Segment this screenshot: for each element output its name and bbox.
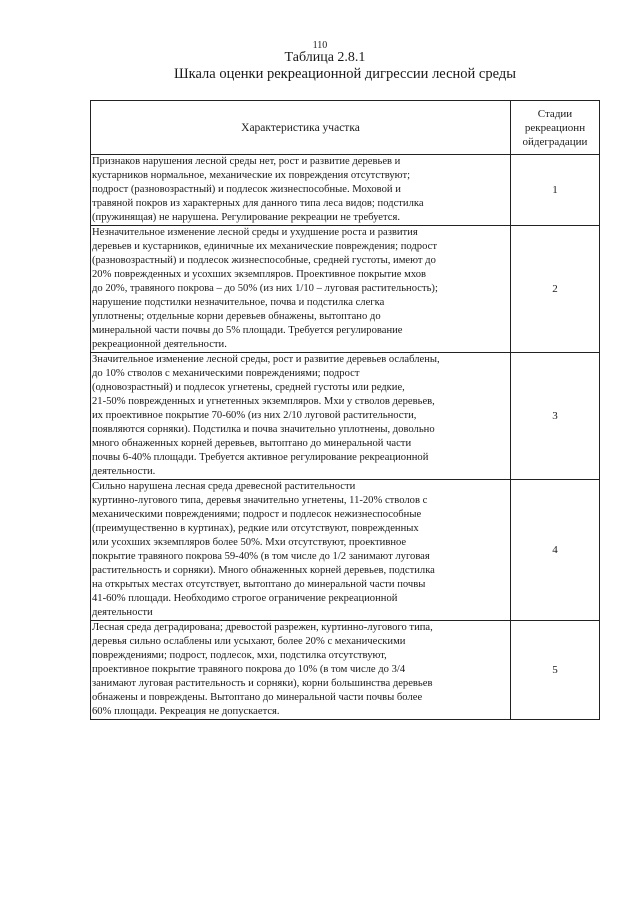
characteristic-line: уплотнены; отдельные корни деревьев обнажены, вытоптано до (92, 311, 381, 322)
characteristic-line: до 10% стволов с механическими повреждениями; подрост (92, 368, 360, 379)
header-stage-line: рекреационн (524, 121, 586, 134)
characteristic-line: обнажены и повреждены. Вытоптано до минеральной части почвы более (92, 692, 423, 703)
characteristic-line: Значительное изменение лесной среды, рост и развитие деревьев ослаблены, (92, 354, 440, 365)
row-characteristic (91, 480, 511, 621)
row-stage-number: 3 (511, 353, 600, 480)
characteristic-line: занимают луговая растительность и сорняки), корни большинства деревьев (92, 678, 433, 689)
characteristic-line: повреждениями; подрост, подлесок, мхи, подстилка отсутствуют, (92, 650, 387, 661)
characteristic-line: покрытие травяного покрова 59-40% (в том числе до 1/2 занимают луговая (92, 551, 430, 562)
table-row (91, 155, 600, 226)
characteristic-line: их проективное покрытие 70-60% (из них 2/10 луговой растительности, (92, 410, 417, 421)
row-stage-number: 5 (511, 621, 600, 720)
characteristic-line: до 20%, травяного покрова – до 50% (из них 1/10 – луговая растительность); (92, 283, 438, 294)
table-label: Таблица 2.8.1 (284, 50, 366, 65)
characteristic-line: на открытых местах отсутствует, вытоптано до минеральной части почвы (92, 579, 426, 590)
characteristic-line: 60% площади. Рекреация не допускается. (92, 706, 280, 717)
characteristic-line: кустарников нормальное, механические их повреждения отсутствуют; (92, 170, 411, 181)
header-stage (511, 101, 600, 155)
characteristic-line: проективное покрытие травяного покрова до 10% (в том числе до 3/4 (92, 664, 406, 675)
characteristic-line: деятельности (92, 607, 153, 618)
characteristic-line: (пружинящая) не нарушена. Регулирование рекреации не требуется. (92, 212, 400, 223)
characteristic-line: много обнаженных корней деревьев, вытоптано до минеральной части (92, 438, 412, 449)
characteristic-line: (одновозрастный) и подлесок угнетены, средней густоты или редкие, (92, 382, 405, 393)
characteristic-line: минеральной части почвы до 5% площади. Требуется регулирование (92, 325, 403, 336)
characteristic-line: деревья сильно ослаблены или усыхают, более 20% с механическими (92, 636, 406, 647)
characteristic-line: Сильно нарушена лесная среда древесной растительности (92, 481, 356, 492)
characteristic-line: 20% поврежденных и усохших экземпляров. Проективное покрытие мхов (92, 269, 427, 280)
table-row (91, 353, 600, 480)
recreational-digression-table (90, 100, 600, 720)
characteristic-line: появляются сорняки). Подстилка и почва значительно уплотнены, довольно (92, 424, 435, 435)
characteristic-line: механическими повреждениями; подрост и подлесок нежизнеспособные (92, 509, 422, 520)
characteristic-line: 21-50% поврежденных и угнетенных экземпляров. Мхи у стволов деревьев, (92, 396, 435, 407)
characteristic-line: Признаков нарушения лесной среды нет, рост и развитие деревьев и (92, 156, 401, 167)
table-title: Шкала оценки рекреационной дигрессии лесной среды (174, 66, 516, 82)
page-number: 110 (312, 40, 328, 51)
row-characteristic (91, 353, 511, 480)
characteristic-line: деятельности. (92, 466, 156, 477)
characteristic-line: растительность и сорняки). Много обнаженных корней деревьев, подстилка (92, 565, 435, 576)
characteristic-line: Незначительное изменение лесной среды и ухудшение роста и развития (92, 227, 418, 238)
row-stage-number: 1 (511, 155, 600, 226)
row-stage-number: 4 (511, 480, 600, 621)
characteristic-line: травяной покров из характерных для данного типа леса видов; подстилка (92, 198, 424, 209)
row-characteristic (91, 155, 511, 226)
table-body (91, 155, 600, 720)
table-row (91, 226, 600, 353)
table-row (91, 621, 600, 720)
characteristic-line: или усохших экземпляров более 50%. Мхи отсутствуют, проективное (92, 537, 407, 548)
characteristic-line: (разновозрастный) и подлесок жизнеспособные, средней густоты, имеют до (92, 255, 436, 266)
table-row (91, 480, 600, 621)
characteristic-line: подрост (разновозрастный) и подлесок жизнеспособные. Моховой и (92, 184, 401, 195)
header-stage-line: ойдеградации (522, 135, 588, 148)
characteristic-line: Лесная среда деградирована; древостой разрежен, куртинно-лугового типа, (92, 622, 433, 633)
characteristic-line: 41-60% площади. Необходимо строгое ограничение рекреационной (92, 593, 398, 604)
row-stage-number: 2 (511, 226, 600, 353)
header-stage-line: Стадии (537, 107, 573, 120)
header-characteristic: Характеристика участка (91, 101, 511, 155)
characteristic-line: куртинно-лугового типа, деревья значительно угнетены, 11-20% стволов с (92, 495, 428, 506)
characteristic-line: деревьев и кустарников, единичные их механические повреждения; подрост (92, 241, 437, 252)
characteristic-line: рекреационной деятельности. (92, 339, 227, 350)
table-header-row (91, 101, 600, 155)
characteristic-line: (преимущественно в куртинах), редкие или отсутствуют, поврежденных (92, 523, 419, 534)
characteristic-line: нарушение подстилки незначительное, почва и подстилка слегка (92, 297, 385, 308)
row-characteristic (91, 226, 511, 353)
characteristic-line: почвы 6-40% площади. Требуется активное регулирование рекреационной (92, 452, 429, 463)
row-characteristic (91, 621, 511, 720)
